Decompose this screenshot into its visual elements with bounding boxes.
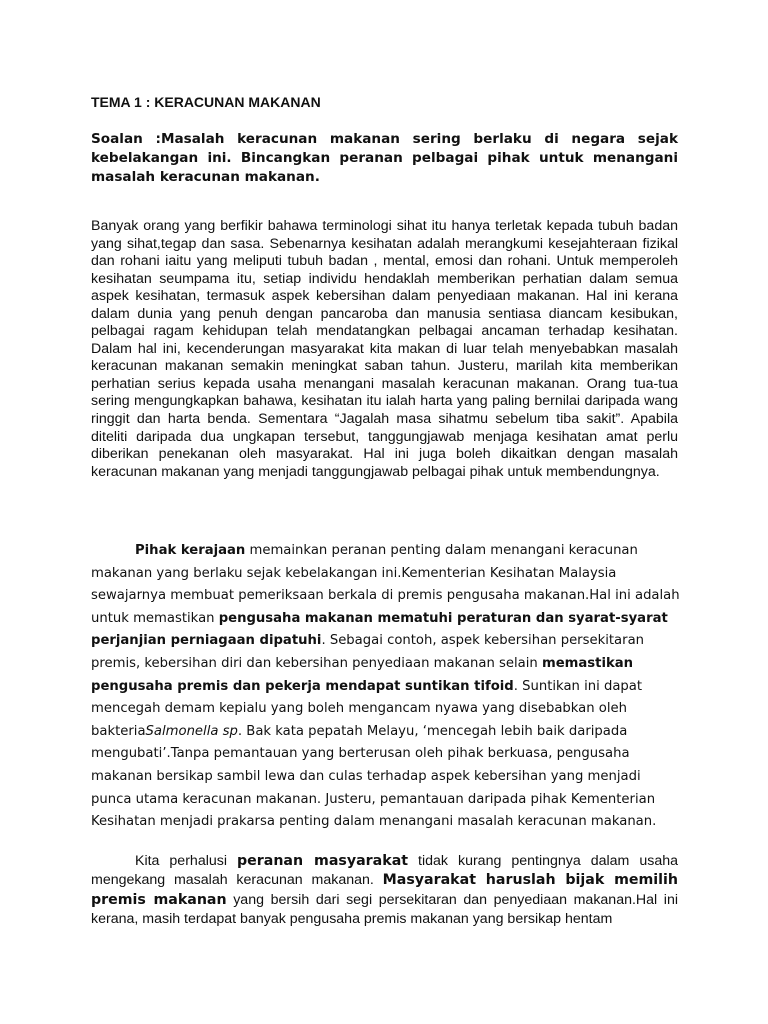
paragraph-government-role [91, 540, 681, 834]
body-text: . Bak kata pepatah Melayu, ‘mencegah lebih baik daripada mengubati’.Tanpa pemantauan yang berterusan oleh pihak berkuasa, pengusaha makanan bersikap sambil lewa dan culas terhadap aspek kebersihan yang menjadi punca utama keracunan makanan. Justeru, pemantauan daripada pihak Kementerian Kesihatan menjadi prakarsa penting dalam menangani masalah keracunan makanan. [91, 723, 657, 830]
body-text: tidak kurang pentingnya dalam usaha mengekang masalah keracunan makanan. [91, 853, 678, 889]
body-text: . Sebagai contoh, aspek kebersihan persekitaran premis, kebersihan diri dan kebersihan penyediaan makanan selain [91, 633, 645, 671]
bold-phrase: Masyarakat haruslah bijak memilih premis makanan [91, 872, 678, 908]
bold-phrase: Pihak kerajaan [135, 543, 246, 558]
paragraph-introduction: Banyak orang yang berfikir bahawa terminologi sihat itu hanya terletak kepada tubuh badan yang sihat,tegap dan sasa. Sebenarnya kesihatan adalah merangkumi kesejahteraan fizikal dan rohani iaitu yang meliputi tubuh badan , mental, emosi dan rohani. Untuk memperoleh kesihatan seumpama itu, setiap individu hendaklah memberikan perhatian dalam semua aspek kesihatan, termasuk aspek kebersihan dalam penyediaan makanan. Hal ini kerana dalam dunia yang penuh dengan pancaroba dan manusia sentiasa diancam kesibukan, pelbagai ragam kehidupan telah mendatangkan pelbagai ancaman terhadap kesihatan. Dalam hal ini, kecenderungan masyarakat kita makan di luar telah menyebabkan masalah keracunan makanan semakin meningkat saban tahun. Justeru, marilah kita memberikan perhatian serius kepada usaha menangani masalah keracunan makanan. Orang tua-tua sering mengungkapkan bahawa, kesihatan itu ialah harta yang paling bernilai daripada wang ringgit dan harta benda. Sementara “Jagalah masa sihatmu sebelum tiba sakit”. Apabila diteliti daripada dua ungkapan tersebut, tanggungjawab menjaga kesihatan amat perlu diberikan penekanan oleh masyarakat. Hal ini juga boleh dikaitkan dengan masalah keracunan makanan yang menjadi tanggungjawab pelbagai pihak untuk membendungnya. [91, 218, 678, 480]
body-text: . Suntikan ini dapat mencegah demam kepialu yang boleh mengancam nyawa yang disebabkan oleh bakteria [91, 678, 643, 739]
paragraph-community-role [91, 852, 678, 929]
body-text: memainkan peranan penting dalam menangani keracunan makanan yang berlaku sejak kebelakangan ini.Kementerian Kesihatan Malaysia sewajarnya membuat pemeriksaan berkala di premis pengusaha makanan.Hal ini adalah untuk memastikan [91, 543, 680, 626]
bold-phrase: peranan masyarakat [236, 853, 409, 869]
body-text: Kita perhalusi [135, 853, 237, 869]
document-title: TEMA 1 : KERACUNAN MAKANAN [91, 94, 321, 110]
bold-phrase: memastikan pengusaha premis dan pekerja mendapat suntikan tifoid [91, 655, 634, 694]
body-text: yang bersih dari segi persekitaran dan penyediaan makanan.Hal ini kerana, masih terdapat banyak pengusaha premis makanan yang bersikap hentam [91, 891, 678, 927]
bold-phrase: pengusaha makanan mematuhi peraturan dan syarat-syarat perjanjian perniagaan dipatuhi [91, 610, 668, 649]
italic-term: Salmonella sp [145, 723, 238, 739]
question-text: Soalan :Masalah keracunan makanan sering berlaku di negara sejak kebelakangan ini. Bincangkan peranan pelbagai pihak untuk menangani masalah keracunan makanan. [91, 131, 678, 185]
